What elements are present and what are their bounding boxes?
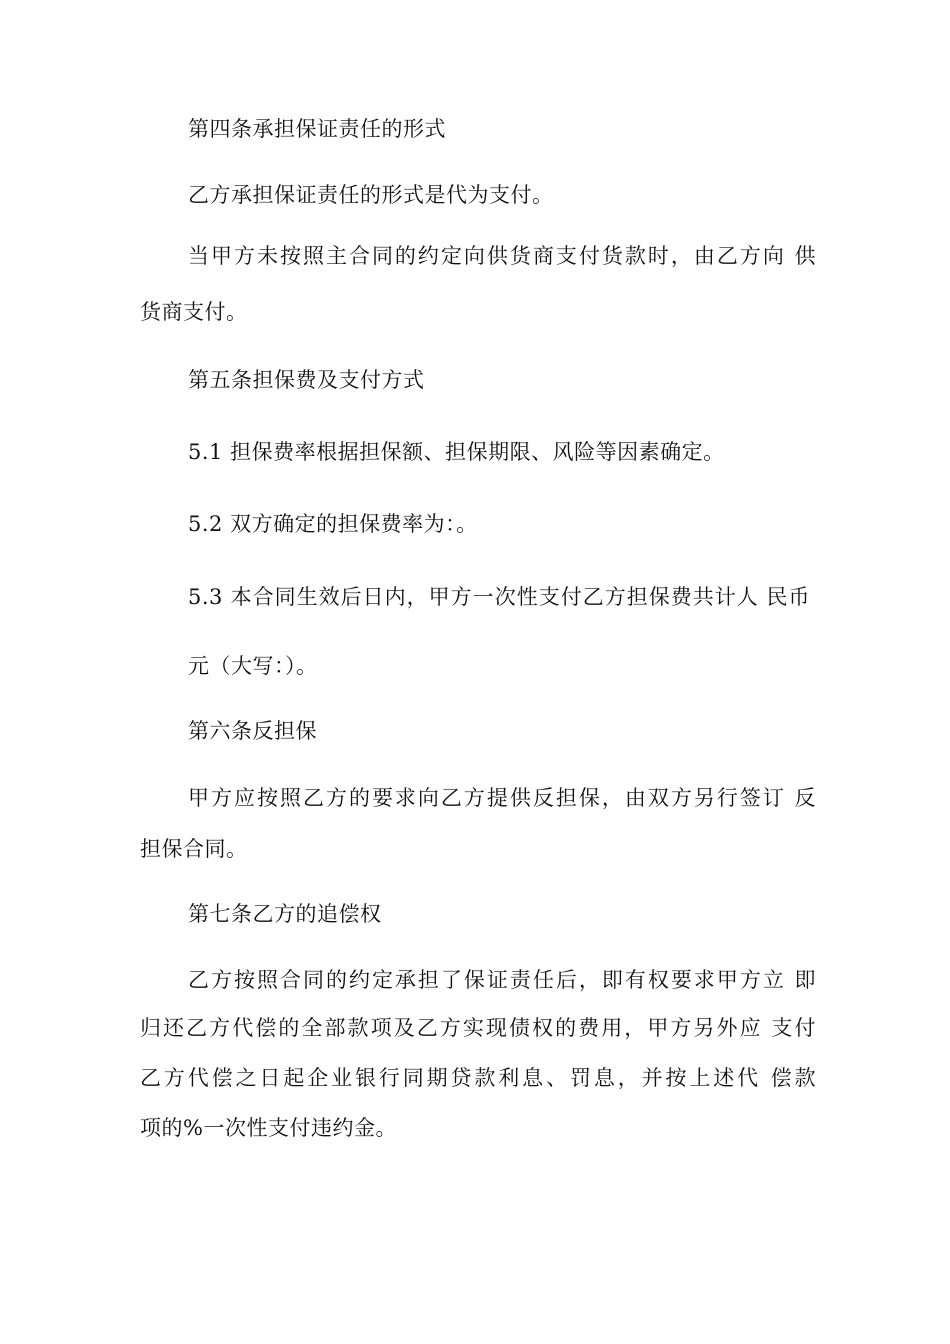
paragraph-line: 项的%一次性支付违约金。	[140, 1116, 397, 1140]
paragraph-line: 归还乙方代偿的全部款项及乙方实现债权的费用，甲方另外应 支付	[140, 1016, 816, 1040]
paragraph-line: 货商支付。	[140, 300, 248, 324]
heading-article-4: 第四条承担保证责任的形式	[188, 117, 446, 141]
paragraph-line: 当甲方未按照主合同的约定向供货商支付货款时，由乙方向 供	[188, 244, 816, 268]
clause-5-3: 5.3 本合同生效后日内，甲方一次性支付乙方担保费共计人 民币	[188, 585, 810, 609]
heading-article-6: 第六条反担保	[188, 719, 317, 743]
heading-article-7: 第七条乙方的追偿权	[188, 902, 382, 926]
paragraph-line: 乙方代偿之日起企业银行同期贷款利息、罚息，并按上述代 偿款	[140, 1066, 816, 1090]
clause-5-1: 5.1 担保费率根据担保额、担保期限、风险等因素确定。	[188, 440, 725, 464]
heading-article-5: 第五条担保费及支付方式	[188, 368, 425, 392]
clause-5-2: 5.2 双方确定的担保费率为：。	[188, 512, 478, 536]
paragraph-line: 担保合同。	[140, 837, 248, 861]
paragraph-line: 元（大写：）。	[188, 654, 318, 678]
paragraph-line: 甲方应按照乙方的要求向乙方提供反担保，由双方另行签订 反	[188, 786, 816, 810]
paragraph-line: 乙方按照合同的约定承担了保证责任后，即有权要求甲方立 即	[188, 968, 816, 992]
paragraph-line: 乙方承担保证责任的形式是代为支付。	[188, 183, 554, 207]
